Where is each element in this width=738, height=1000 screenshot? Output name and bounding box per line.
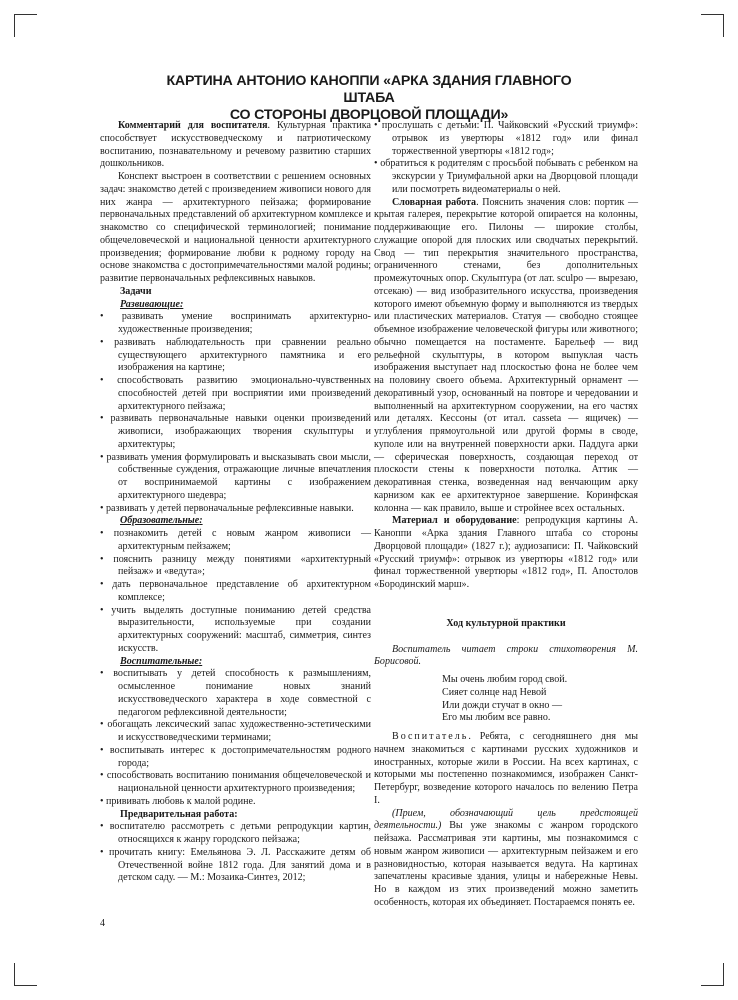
list-item: • прочитать книгу: Емельянова Э. Л. Расскажите детям об Отечественной войне 1812 года. Для занятий дома и в детском саду. — М.: Мозаика-Синтез, 2012; bbox=[100, 846, 371, 884]
list-item: • обратиться к родителям с просьбой побывать с ребенком на экскурсии у Триумфальной арки на Дворцовой площади или посмотреть видеоматериалы о ней. bbox=[374, 158, 638, 195]
list-item: • прослушать с детьми: П. Чайковский «Русский триумф»: отрывок из увертюры «1812 год» или финал торжественной увертюры «1812 год»; bbox=[374, 120, 638, 157]
speech-text: . Ребята, с сегодняшнего дня мы начнем знакомиться с картинами русских художников и иностранных, которые жили в России. На всех картинах, с которыми мы постепенно познакомимся, изображен Санкт-Петербург, возведение которого началось по велению Петра I. bbox=[374, 731, 638, 806]
crop-mark-top-right bbox=[701, 14, 724, 37]
practice-heading: Ход культурной практики bbox=[446, 617, 566, 629]
vocabulary-label: Словарная работа bbox=[392, 196, 477, 208]
developing-heading: Развивающие: bbox=[120, 298, 184, 310]
list-item: • развивать наблюдательность при сравнении реально существующего архитектурного памятника и его изображения на картине; bbox=[100, 336, 371, 374]
final-paragraph bbox=[374, 808, 638, 910]
list-item: • развивать умение воспринимать архитектурно-художественные произведения; bbox=[100, 311, 371, 335]
crop-mark-top-left bbox=[14, 14, 37, 37]
list-item: • воспитывать у детей способность к размышлениям, осмысленное понимание новых знаний искусствоведческого характера в ходе совместной с педагогом рефлексивной деятельности; bbox=[100, 668, 371, 718]
list-item: • способствовать воспитанию понимания общечеловеческой и национальной ценности архитектурного произведения; bbox=[100, 770, 371, 794]
final-text: Вы уже знакомы с жанром городского пейзажа. Рассматривая эти картины, мы познакомимся с новым жанром живописи — архитектурным пейзажем и его разновидностью, которая называется ведута. На картинах запечатлены красивые здания, улицы и набережные Невы. Но в каждом из этих произведений можно заметить особенность, которая их объединяет. Постараемся понять ее. bbox=[374, 820, 638, 908]
developing-heading-text: Развивающие bbox=[120, 298, 180, 310]
list-item: • развивать у детей первоначальные рефлексивные навыки. bbox=[100, 502, 354, 514]
intro-paragraph: Конспект выстроен в соответствии с решением основных задач: знакомство детей с произведением живописи нового для них жанра — архитектурного пейзажа; формирование первоначальных представлений об архитектурном комплексе и знакомство со специфической терминологией; понимание общечеловеческой и национальной ценности архитектурного произведения; формирование любви к родному городу на основе знакомства с достопримечательностями малой родины; развитие первоначальных рефлексивных навыков. bbox=[100, 171, 371, 284]
title-line-1: КАРТИНА АНТОНИО КАНОППИ «АРКА ЗДАНИЯ ГЛАВНОГО ШТАБА bbox=[166, 73, 572, 106]
list-item: • учить выделять доступные пониманию детей средства выразительности, используемые при создании архитектурных сооружений: масштаб, симметрия, синтез искусств. bbox=[100, 604, 371, 654]
list-item: • способствовать развитию эмоционально-чувственных способностей детей при восприятии ими произведений архитектурного пейзажа; bbox=[100, 375, 371, 412]
upbringing-heading-text: Воспитательные bbox=[120, 655, 199, 667]
list-item: • обогащать лексический запас художественно-эстетическими и искусствоведческими терминами; bbox=[100, 719, 371, 743]
material-paragraph bbox=[374, 515, 638, 592]
list-item: • пояснить разницу между понятиями «архитектурный пейзаж» и «ведута»; bbox=[100, 553, 371, 578]
left-column bbox=[100, 120, 371, 885]
crop-mark-bottom-right bbox=[701, 963, 724, 986]
page-number: 4 bbox=[100, 918, 105, 929]
educational-heading-text: Образовательные bbox=[120, 515, 200, 527]
vocabulary-text: . Пояснить значения слов: портик — крытая галерея, перекрытие которой опирается на колонны, поддерживающие его. Пилоны — широкие столбы, служащие опорой для плоских или сводчатых перекрытий. Свод — тип перекрытия значительного пространства, ограниченного стенами, без дополнительных промежуточных опор. Скульптура (от лат. sculpo — вырезаю, отсекаю) — вид изобразительного искусства, произведения которого имеют объемную форму и выполняются из твердых или пластических материалов. Статуя — свободно стоящее объемное изображение человеческой фигуры или животного; обычно помещается на постаменте. Барельеф — вид рельефной скульптуры, в котором выпуклая часть изображения выступает над плоскостью фона не более чем на половину своего объема. Архитектурный орнамент — декоративный узор, основанный на повторе и чередовании и выполненный на архитектурном сооружении, на его частях или деталях. Кессоны (от итал. casseta — ящичек) — углубления прямоугольной или другой формы в своде, куполе или на внутренней поверхности арки. Паддуга арки — сферическая поверхность, создающая переход от плоскости стены к поверхности потолка. Аттик — декоративная стенка, возведенная над венчающим арку карнизом как ее архитектурное завершение. Коринфская колонна — как правило, выше и стройнее всех остальных. bbox=[374, 196, 639, 514]
material-label: Материал и оборудование bbox=[392, 515, 517, 527]
teacher-speech bbox=[374, 731, 638, 808]
list-item: • развивать первоначальные навыки оценки произведений живописи, изображающих творения скульптуры и архитектуры; bbox=[100, 413, 371, 450]
stage-direction: Воспитатель читает строки стихотворения М. Борисовой. bbox=[374, 643, 638, 668]
speaker-label: Воспитатель bbox=[392, 731, 469, 742]
right-column bbox=[374, 120, 638, 910]
list-item: • познакомить детей с новым жанром живописи — архитектурным пейзажем; bbox=[100, 528, 371, 552]
article-title bbox=[150, 73, 588, 124]
list-item: • дать первоначальное представление об архитектурном комплексе; bbox=[100, 579, 371, 603]
comment-label: Комментарий для воспитателя bbox=[118, 120, 268, 131]
upbringing-heading: Воспитательные: bbox=[120, 655, 203, 667]
list-item: • развивать умения формулировать и высказывать свои мысли, собственные суждения, отражающие личные впечатления от воспринимаемой картины с изображением архитектурного шедевра; bbox=[100, 451, 371, 501]
title-line-2: СО СТОРОНЫ ДВОРЦОВОЙ ПЛОЩАДИ» bbox=[229, 107, 509, 123]
poem-line: Его мы любим все равно. bbox=[442, 712, 551, 724]
list-item: • воспитателю рассмотреть с детьми репродукции картин, относящихся к жанру городского пейзажа; bbox=[100, 821, 371, 845]
material-text: : репродукция картины А. Каноппи «Арка здания Главного штаба со стороны Дворцовой площади» (1827 г.); аудиозаписи: П. Чайковский «Русский триумф»: отрывок из увертюры «1812 год» или финал торжественной увертюры «1812 год», П. Апостолов «Бородинский марш». bbox=[374, 515, 638, 590]
tasks-heading: Задачи bbox=[120, 285, 152, 297]
list-item: • прививать любовь к малой родине. bbox=[100, 795, 256, 807]
prelim-heading-text: Предварительная работа bbox=[120, 808, 235, 820]
comment-text: . Культурная практика способствует искусствоведческому и патриотическому воспитанию, познавательному и речевому развитию старших дошкольников. bbox=[100, 120, 371, 170]
poem bbox=[374, 674, 638, 725]
technique-note: (Прием, обозначающий цель предстоящей деятельности.) bbox=[374, 807, 638, 832]
poem-line: Или дожди стучат в окно — bbox=[442, 699, 562, 711]
crop-mark-bottom-left bbox=[14, 963, 37, 986]
educational-heading: Образовательные: bbox=[120, 515, 203, 527]
list-item: • воспитывать интерес к достопримечательностям родного города; bbox=[100, 744, 371, 769]
comment-paragraph bbox=[100, 120, 371, 171]
poem-line: Сияет солнце над Невой bbox=[442, 686, 547, 698]
poem-line: Мы очень любим город свой. bbox=[442, 674, 568, 685]
vocabulary-paragraph bbox=[374, 197, 638, 516]
prelim-heading: Предварительная работа: bbox=[120, 808, 238, 820]
